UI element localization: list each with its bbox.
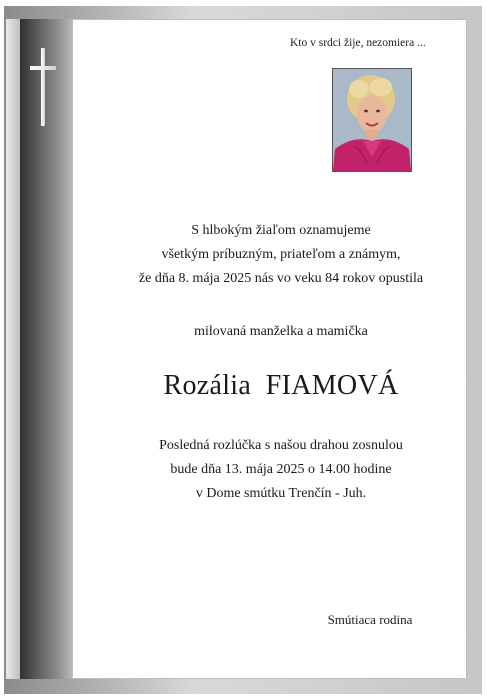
relation-text: milovaná manželka a mamička [194, 324, 368, 339]
light-band [6, 19, 20, 679]
intro-line: S hlbokým žiaľom oznamujeme [191, 223, 371, 238]
funeral-line: Posledná rozlúčka s našou drahou zosnulou [159, 438, 403, 453]
intro-line: všetkým príbuzným, priateľom a známym, [161, 247, 401, 262]
deceased-name: Rozália FIAMOVÁ [163, 370, 399, 401]
intro-paragraph [96, 219, 466, 291]
funeral-paragraph [96, 434, 466, 506]
cross-icon [30, 48, 56, 126]
funeral-line: v Dome smútku Trenčín - Juh. [195, 486, 367, 501]
motto-text: Kto v srdci žije, nezomiera ... [290, 37, 426, 49]
funeral-line: bude dňa 13. mája 2025 o 14.00 hodine [170, 462, 392, 477]
portrait-photo [332, 68, 412, 172]
intro-line: že dňa 8. mája 2025 nás vo veku 84 rokov opustila [138, 271, 424, 286]
signature-text: Smútiaca rodina [327, 612, 413, 627]
portrait-illustration [333, 69, 411, 171]
